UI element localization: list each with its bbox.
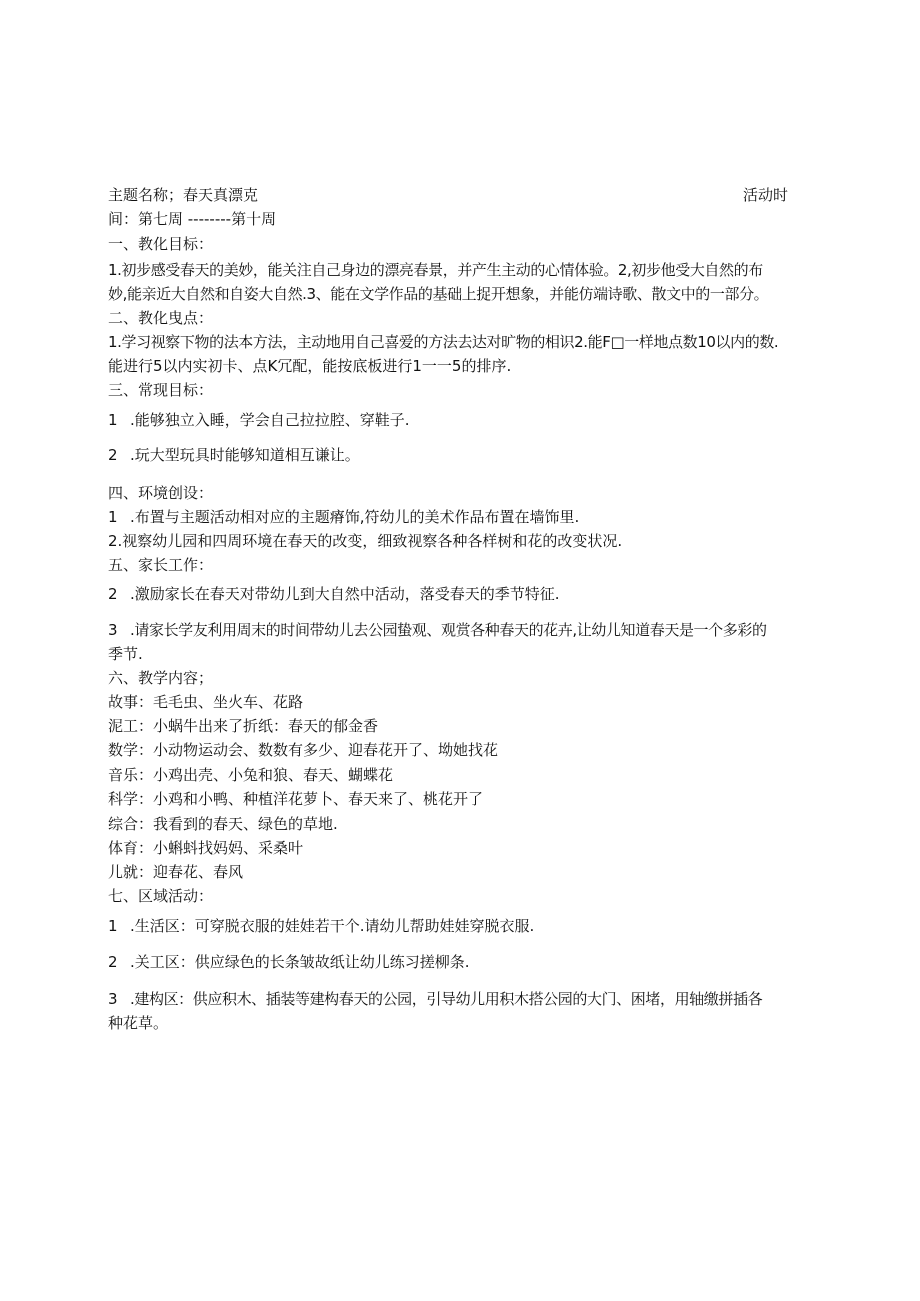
list-text: .建构区：供应积木、插装等建构春天的公园，引导幼儿用积木搭公园的大门、困堵，用轴缴拼插各 [130,990,763,1008]
list-text: .生活区：可穿脱衣服的娃娃若干个.请幼儿帮助娃娃穿脱衣服. [130,917,535,935]
teaching-content-kids: 儿就：迎春花、春风 [108,863,244,881]
area-activity-item-2 [108,950,470,974]
teaching-content-music: 音乐：小鸡出壳、小兔和狼、春天、蝴蝶花 [108,766,394,784]
routine-goal-item-2 [108,443,360,467]
area-activity-item-1 [108,914,534,938]
education-goals-line-1: 1.初步感受春天的美妙，能关注自己身边的漂亮春景，并产生主动的心情体验。2,初步他受大自然的布 [108,261,763,279]
activity-time-label: 活动时 [742,186,788,204]
teaching-content-science: 科学：小鸡和小鸭、种植洋花萝卜、春天来了、桃花开了 [108,790,484,808]
section-heading-teaching-content: 六、教学内容； [108,669,214,687]
list-number: 1 [108,508,118,526]
teaching-content-pe: 体育：小蝌蚪找妈妈、采桑叶 [108,839,304,857]
key-points-line-1: 1.学习视察下物的法本方法，主动地用自己喜爱的方法去达对旷物的相识2.能F□一样地点数10以内的数. [108,333,779,351]
list-number: 3 [108,990,118,1008]
teaching-content-story: 故事：毛毛虫、坐火车、花路 [108,693,304,711]
section-heading-education-goals: 一、教化目标： [108,235,214,253]
theme-name-line: 主题名称；春天真漂克 [108,186,259,204]
list-text: .能够独立入睡，学会自己拉拉腔、穿鞋子. [130,411,410,429]
area-activity-item-3 [108,987,762,1011]
key-points-line-2: 能进行5以内实初卡、点K冗配，能按底板进行1一一5的排序. [108,357,512,375]
section-heading-area-activities: 七、区域活动： [108,887,214,905]
section-heading-routine-goals: 三、常现目标： [108,381,214,399]
teaching-content-math: 数学：小动物运动会、数数有多少、迎春花开了、坳她找花 [108,741,499,759]
teaching-content-craft: 泥工：小蜗牛出来了折纸：春天的郁金香 [108,717,379,735]
routine-goal-item-1 [108,408,410,432]
section-heading-key-points: 二、教化曳点： [108,309,214,327]
list-text: .布置与主题活动相对应的主题瘠饰,符幼儿的美术作品布置在墙饰里. [130,508,580,526]
education-goals-line-2: 妙,能亲近大自然和自姿大自然.3、能在文学作品的基础上捉开想象，并能仿端诗歌、散文中的一部分。 [108,285,769,303]
list-number: 3 [108,621,118,639]
list-text: .激励家长在春天对带幼儿到大自然中活动，落受春天的季节特征. [130,585,560,603]
environment-item-2: 2.视察幼儿园和四周环境在春天的改变，细致视察各种各样树和花的改变状况. [108,532,623,550]
list-number: 2 [108,585,118,603]
area-activity-item-3-continued: 种花草。 [108,1014,169,1032]
environment-item-1 [108,505,579,529]
teaching-content-general: 综合：我看到的春天、绿色的草地. [108,815,338,833]
list-number: 1 [108,411,118,429]
activity-time-value: 间：第七周 --------第十周 [108,210,277,228]
list-text: .玩大型玩具时能够知道相互谦让。 [130,446,360,464]
parent-work-item-2 [108,618,767,642]
list-number: 1 [108,917,118,935]
list-text: .请家长学友利用周末的时间带幼儿去公园蛰观、观赏各种春天的花卉,让幼儿知道春天是一个多彩的 [130,621,767,639]
list-number: 2 [108,953,118,971]
parent-work-item-2-continued: 季节. [108,645,143,663]
section-heading-parent-work: 五、家长工作： [108,556,214,574]
list-text: .关工区：供应绿色的长条皱故纸让幼儿练习搓柳条. [130,953,470,971]
parent-work-item-1 [108,582,560,606]
section-heading-environment: 四、环境创设： [108,484,214,502]
list-number: 2 [108,446,118,464]
